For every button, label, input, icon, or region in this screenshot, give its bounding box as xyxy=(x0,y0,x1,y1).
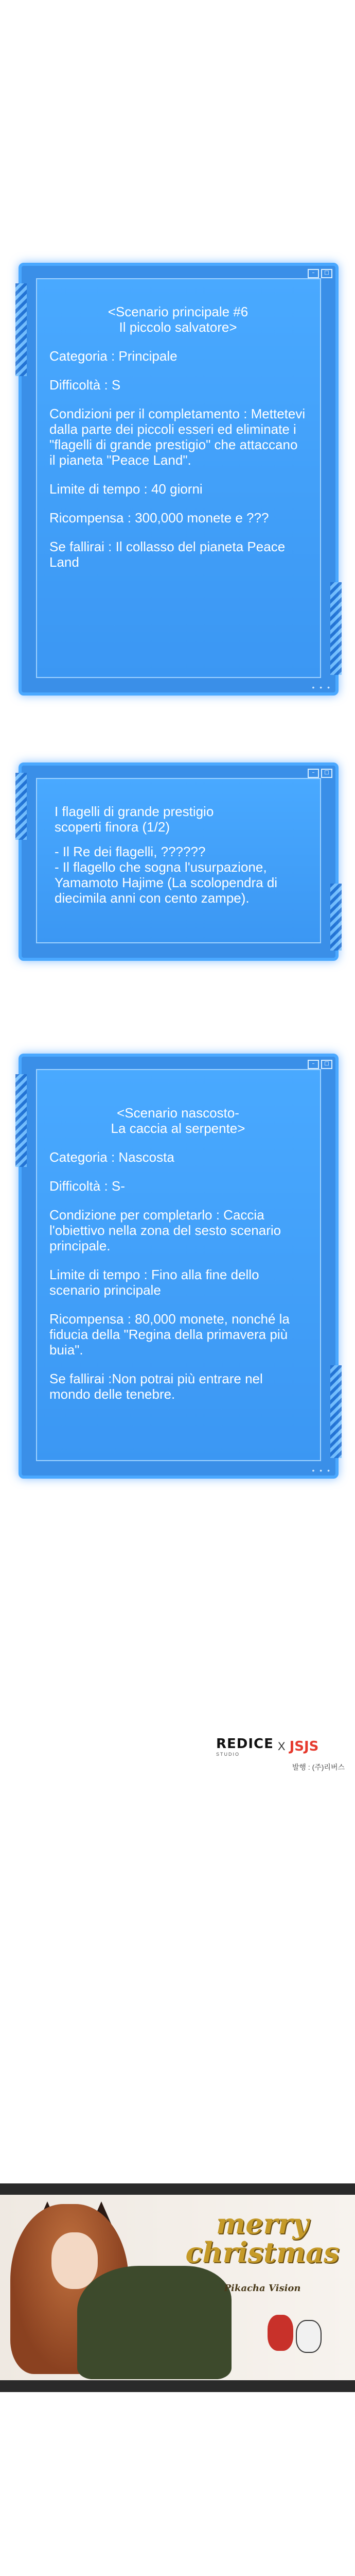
minimize-icon: – xyxy=(308,1060,319,1069)
panel-text-category: Categoria : Nascosta xyxy=(49,1149,174,1165)
panel-stripe-decoration xyxy=(15,773,27,840)
maximize-icon: □ xyxy=(321,269,332,278)
scenario-panel-main xyxy=(19,263,339,696)
window-controls xyxy=(308,269,332,278)
panel-title: <Scenario nascosto- La caccia al serpente> xyxy=(111,1105,245,1136)
window-controls xyxy=(308,769,332,778)
window-controls xyxy=(308,1060,332,1069)
redice-logo: REDICE STUDIO xyxy=(216,1736,274,1757)
panel-text-conditions: Condizione per completarlo : Caccia l'obiettivo nella zona del sesto scenario principale. xyxy=(49,1207,281,1253)
christmas-message: merry christmas Pikacha Vision xyxy=(185,2207,340,2294)
panel-text-difficulty: Difficoltà : S xyxy=(49,377,121,393)
studio-logos xyxy=(216,1736,345,1757)
banner-signature: Pikacha Vision xyxy=(224,2283,301,2294)
panel-stripe-decoration xyxy=(330,582,342,675)
panel-stripe-decoration xyxy=(330,1365,342,1458)
chibi-character-white xyxy=(296,2320,322,2353)
panel-stripe-decoration xyxy=(15,1074,27,1167)
panel-text-conditions: Condizioni per il completamento : Mettetevi dalla parte dei piccoli esseri ed eliminate i "flagelli di grande prestigio" che attaccano il pianeta "Peace Land". xyxy=(49,406,306,468)
panel-dots-decoration: • • • xyxy=(312,1466,331,1475)
panel-text-difficulty: Difficoltà : S- xyxy=(49,1178,125,1194)
logo-separator: X xyxy=(277,1740,286,1753)
panel-text-failure: Se fallirai :Non potrai più entrare nel mondo delle tenebre. xyxy=(49,1371,263,1402)
partner-logo: JSJS xyxy=(289,1739,319,1754)
panel-title: <Scenario principale #6 Il piccolo salvatore> xyxy=(108,304,248,335)
scourges-panel xyxy=(19,762,339,961)
minimize-icon: – xyxy=(308,769,319,778)
character-face xyxy=(51,2232,98,2289)
scourge-item: - Il flagello che sogna l'usurpazione, Yamamoto Hajime (La scolopendra di diecimila anni con cento zampe). xyxy=(55,859,278,906)
christmas-banner xyxy=(0,2183,355,2392)
panel-stripe-decoration xyxy=(15,283,27,376)
chibi-character-red xyxy=(268,2315,293,2351)
credits-block xyxy=(216,1736,345,1772)
panel-text-time-limit: Limite di tempo : 40 giorni xyxy=(49,481,203,497)
panel-text-failure: Se fallirai : Il collasso del pianeta Peace Land xyxy=(49,539,286,570)
panel-stripe-decoration xyxy=(330,884,342,951)
panel-text-time-limit: Limite di tempo : Fino alla fine dello scenario principale xyxy=(49,1267,259,1298)
maximize-icon: □ xyxy=(321,769,332,778)
panel-text-reward: Ricompensa : 300,000 monete e ??? xyxy=(49,510,269,526)
minimize-icon: – xyxy=(308,269,319,278)
panel-text-category: Categoria : Principale xyxy=(49,348,177,364)
panel-text-reward: Ricompensa : 80,000 monete, nonché la fiducia della "Regina della primavera più buia". xyxy=(49,1311,290,1358)
scenario-panel-hidden xyxy=(19,1054,339,1479)
panel-dots-decoration: • • • xyxy=(312,683,331,691)
publisher-text: 발행 : (주)리버스 xyxy=(292,1763,345,1771)
maximize-icon: □ xyxy=(321,1060,332,1069)
scourge-item: - Il Re dei flagelli, ?????? xyxy=(55,844,206,859)
panel-title: I flagelli di grande prestigio scoperti finora (1/2) xyxy=(55,804,214,835)
